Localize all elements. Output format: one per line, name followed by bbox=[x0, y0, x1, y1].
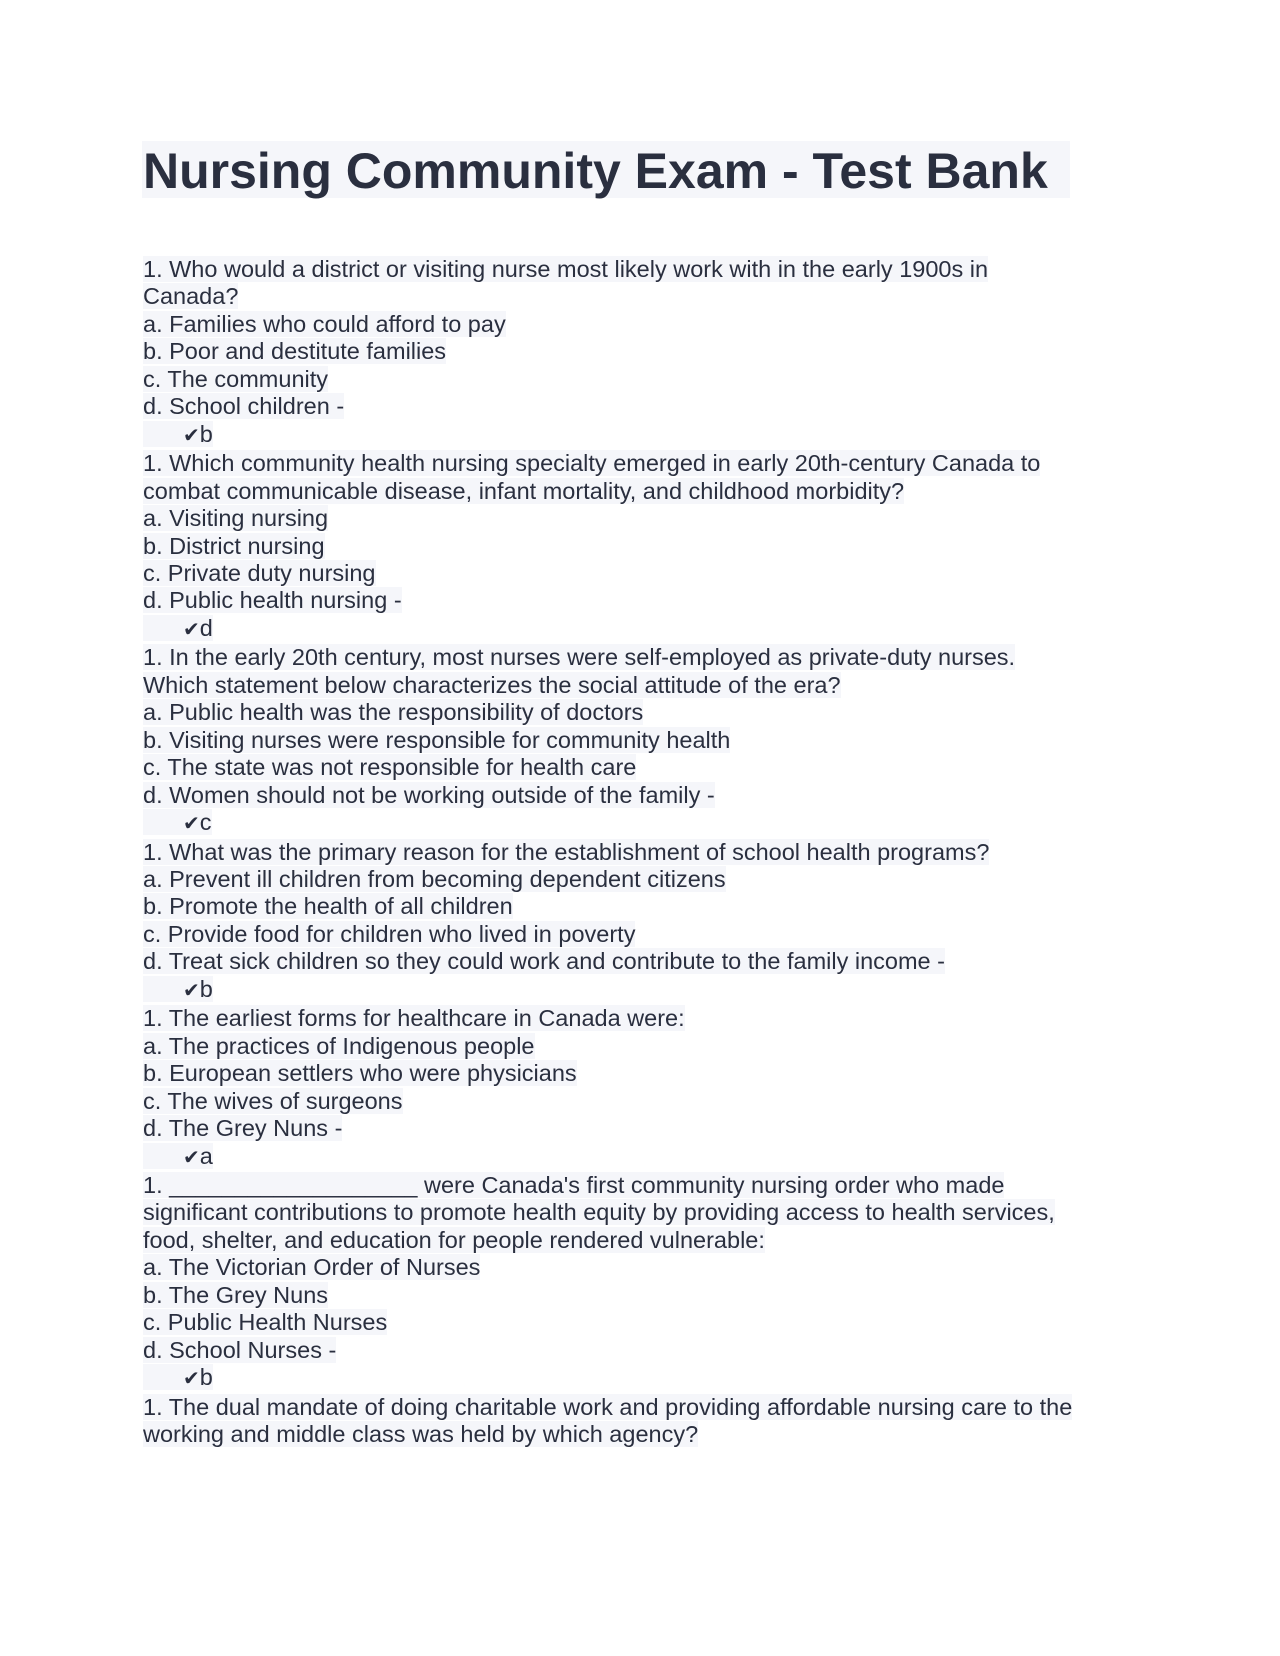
answer-option: d. Women should not be working outside of the family - bbox=[143, 781, 715, 808]
correct-answer bbox=[143, 1143, 1073, 1172]
question-text: 1. Which community health nursing specialty emerged in early 20th-century Canada to combat communicable disease, infant mortality, and childhood morbidity? bbox=[143, 450, 1041, 504]
answer-option: c. Provide food for children who lived in poverty bbox=[143, 920, 636, 947]
question-block bbox=[143, 1394, 1073, 1449]
answer-option: a. Families who could afford to pay bbox=[143, 310, 506, 337]
answer-option: a. Prevent ill children from becoming dependent citizens bbox=[143, 865, 726, 892]
answer-letter: d bbox=[199, 614, 213, 641]
correct-answer bbox=[143, 615, 1073, 644]
question-block bbox=[143, 1172, 1073, 1394]
answer-letter: b bbox=[199, 1364, 213, 1391]
question-block bbox=[143, 256, 1073, 450]
answer-option: d. School Nurses - bbox=[143, 1336, 337, 1363]
answer-option: c. Private duty nursing bbox=[143, 559, 376, 586]
check-mark-icon: ✔ bbox=[183, 424, 200, 447]
check-mark-icon: ✔ bbox=[183, 1146, 200, 1169]
question-list bbox=[143, 256, 1073, 1448]
question-block bbox=[143, 839, 1073, 1006]
question-text: 1. ___________________ were Canada's first community nursing order who made significant contributions to promote health equity by providing access to health services, food, shelter, and education for people rendered vulnerable: bbox=[143, 1171, 1055, 1253]
answer-letter: a bbox=[199, 1142, 213, 1169]
correct-answer bbox=[143, 1364, 1073, 1393]
page-title: Nursing Community Exam - Test Bank bbox=[143, 143, 1048, 199]
answer-option: b. The Grey Nuns bbox=[143, 1281, 329, 1308]
answer-option: a. The Victorian Order of Nurses bbox=[143, 1254, 481, 1281]
answer-option: c. The community bbox=[143, 365, 329, 392]
question-text: 1. The earliest forms for healthcare in Canada were: bbox=[143, 1005, 685, 1032]
answer-option: a. Visiting nursing bbox=[143, 505, 329, 532]
check-mark-icon: ✔ bbox=[183, 979, 200, 1002]
answer-option: c. The state was not responsible for health care bbox=[143, 754, 637, 781]
answer-option: b. Poor and destitute families bbox=[143, 338, 447, 365]
correct-answer bbox=[143, 809, 1073, 838]
correct-answer bbox=[143, 976, 1073, 1005]
answer-option: c. Public Health Nurses bbox=[143, 1309, 388, 1336]
question-block bbox=[143, 450, 1073, 644]
answer-option: c. The wives of surgeons bbox=[143, 1087, 403, 1114]
question-block bbox=[143, 1005, 1073, 1172]
answer-option: b. Visiting nurses were responsible for community health bbox=[143, 726, 731, 753]
check-mark-icon: ✔ bbox=[183, 618, 200, 641]
check-mark-icon: ✔ bbox=[183, 1368, 200, 1391]
answer-option: a. Public health was the responsibility of doctors bbox=[143, 699, 644, 726]
question-text: 1. In the early 20th century, most nurses were self-employed as private-duty nurses. Which statement below characterizes the social attitude of the era? bbox=[143, 644, 1016, 698]
answer-letter: c bbox=[199, 809, 212, 836]
answer-option: a. The practices of Indigenous people bbox=[143, 1032, 535, 1059]
question-text: 1. What was the primary reason for the establishment of school health programs? bbox=[143, 838, 990, 865]
check-mark-icon: ✔ bbox=[183, 813, 200, 836]
answer-option: d. Treat sick children so they could work and contribute to the family income - bbox=[143, 948, 945, 975]
correct-answer bbox=[143, 421, 1073, 450]
question-text: 1. Who would a district or visiting nurse most likely work with in the early 1900s in Canada? bbox=[143, 256, 989, 310]
answer-letter: b bbox=[199, 420, 213, 447]
question-block bbox=[143, 644, 1073, 838]
answer-option: b. District nursing bbox=[143, 532, 325, 559]
answer-option: d. Public health nursing - bbox=[143, 587, 402, 614]
answer-option: d. The Grey Nuns - bbox=[143, 1115, 343, 1142]
answer-letter: b bbox=[199, 975, 213, 1002]
question-text: 1. The dual mandate of doing charitable work and providing affordable nursing care to the working and middle class was held by which agency? bbox=[143, 1393, 1073, 1448]
answer-option: d. School children - bbox=[143, 393, 345, 420]
answer-option: b. European settlers who were physicians bbox=[143, 1060, 577, 1087]
answer-option: b. Promote the health of all children bbox=[143, 893, 513, 920]
